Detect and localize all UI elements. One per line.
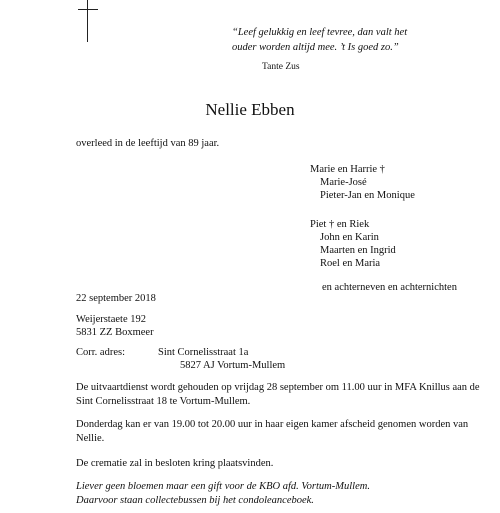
- cross-horizontal-bar: [78, 9, 98, 10]
- correspondence-label: Corr. adres:: [76, 347, 125, 358]
- farewell-paragraph: Donderdag kan er van 19.00 tot 20.00 uur in haar eigen kamer afscheid genomen worden van Nellie.: [76, 419, 469, 444]
- date: 22 september 2018: [76, 293, 156, 304]
- family-member: John en Karin: [320, 232, 379, 243]
- donation-line-1: Liever geen bloemen maar een gift voor de KBO afd. Vortum-Mullem.: [76, 481, 370, 492]
- correspondence-address: [76, 346, 285, 372]
- family-list: [310, 163, 457, 294]
- address-street: Weijerstaete 192: [76, 314, 146, 325]
- family-member: Pieter-Jan en Monique: [320, 190, 415, 201]
- address-city: 5831 ZZ Boxmeer: [76, 327, 154, 338]
- cross-vertical-bar: [87, 0, 88, 42]
- quote-line-2: ouder worden altijd mee. ’t Is goed zo.”: [232, 42, 399, 53]
- address: [76, 313, 154, 339]
- donation-line-2: Daarvoor staan collectebussen bij het condoleanceboek.: [76, 494, 314, 506]
- family-member: Marie-José: [320, 177, 367, 188]
- deceased-name: Nellie Ebben: [205, 100, 295, 119]
- family-member: Piet † en Riek: [310, 219, 370, 230]
- quote-author: Tante Zus: [262, 62, 300, 72]
- cremation-paragraph: De crematie zal in besloten kring plaatsvinden.: [76, 458, 274, 469]
- family-closing: en achterneven en achternichten: [322, 282, 457, 293]
- service-paragraph: De uitvaartdienst wordt gehouden op vrijdag 28 september om 11.00 uur in MFA Knillus aan de Sint Cornelisstraat 18 te Vortum-Mullem.: [76, 382, 480, 407]
- quote: [232, 25, 407, 55]
- correspondence-city: 5827 AJ Vortum-Mullem: [180, 360, 286, 371]
- correspondence-street: Sint Cornelisstraat 1a: [158, 347, 249, 358]
- donation-paragraph: [76, 480, 486, 507]
- family-member: Maarten en Ingrid: [320, 245, 396, 256]
- cross-icon: [78, 0, 98, 42]
- quote-line-1: “Leef gelukkig en leef tevree, dan valt het: [232, 27, 408, 38]
- age-text: overleed in de leeftijd van 89 jaar.: [76, 138, 220, 149]
- family-member: Marie en Harrie †: [310, 164, 385, 175]
- family-member: Roel en Maria: [320, 258, 381, 269]
